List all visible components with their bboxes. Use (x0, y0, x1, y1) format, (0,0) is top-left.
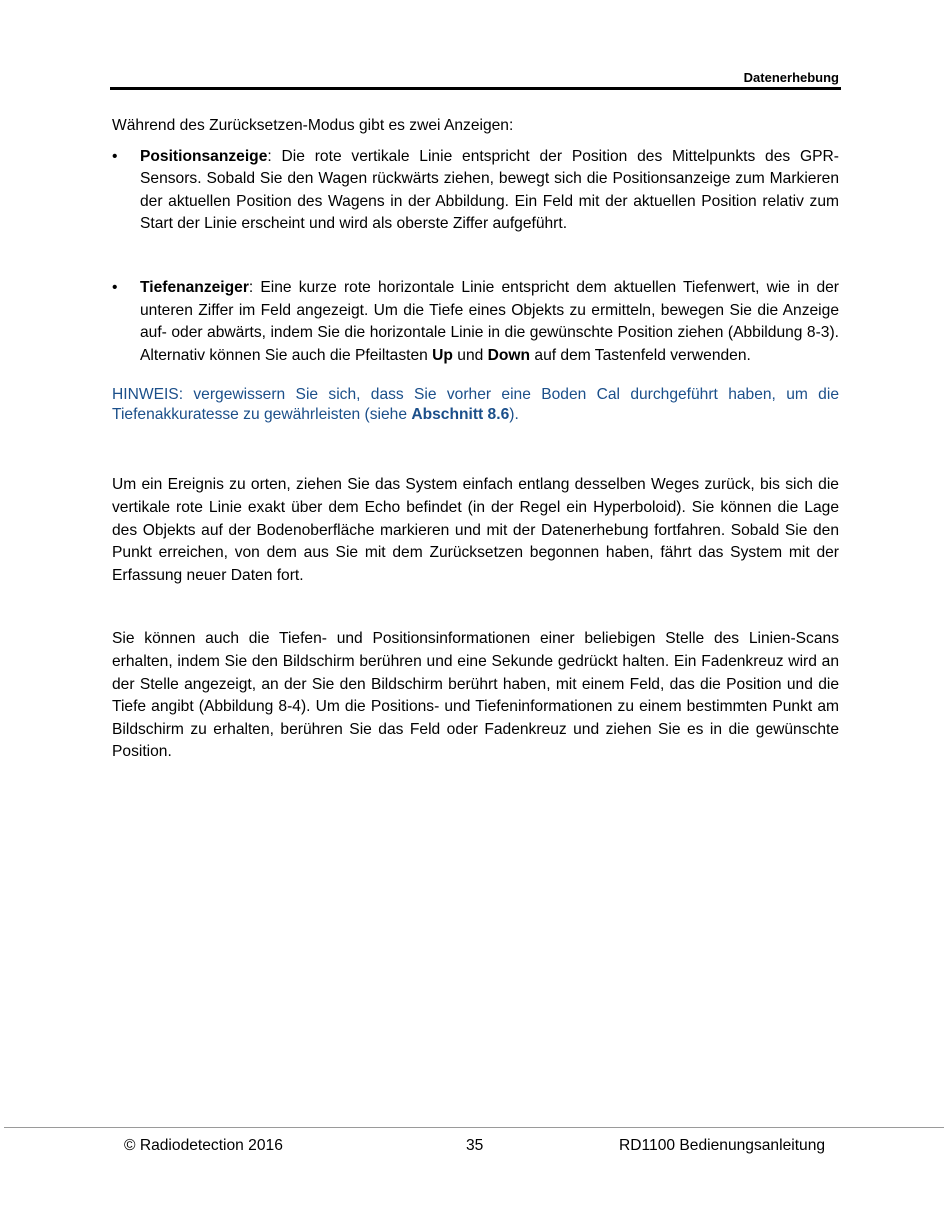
note-suffix: ). (509, 406, 519, 424)
item-description: : Eine kurze rote horizontale Linie entspricht dem aktuellen Tiefenwert, wie in der unteren Ziffer im Feld angezeigt. Um die Tiefe eines Objekts zu ermitteln, bewegen Sie die Anzeige auf- oder abwärts, indem Sie die horizontale Linie in die gewünschte Position ziehen (Abbildung 8-3). Alternativ können Sie auch die Pfeiltasten (140, 278, 839, 364)
list-item (112, 146, 839, 236)
footer-doc-title: RD1100 Bedienungsanleitung (619, 1137, 826, 1154)
note-text: HINWEIS: vergewissern Sie sich, dass Sie vorher eine Boden Cal durchgeführt haben, um die Tiefenakkuratesse zu gewährleisten (siehe (112, 386, 839, 424)
page-number: 35 (466, 1137, 484, 1154)
indicator-list (112, 146, 839, 368)
body-paragraph: Sie können auch die Tiefen- und Positionsinformationen einer beliebigen Stelle des Linien-Scans erhalten, indem Sie den Bildschirm berühren und eine Sekunde gedrückt halten. Ein Fadenkreuz wird an der Stelle angezeigt, an der Sie den Bildschirm berührt haben, mit einem Feld, das die Position und die Tiefe angibt (Abbildung 8-4). Um die Positions- und Tiefeninformationen zu einem bestimmten Punkt am Bildschirm zu erhalten, berühren Sie das Feld oder Fadenkreuz und ziehen Sie es in die gewünschte Position. (112, 630, 839, 761)
page-header (110, 68, 841, 90)
bullet-marker: • (112, 278, 118, 296)
item-description-connector: und (452, 346, 488, 364)
bullet-marker: • (112, 147, 118, 165)
body-paragraph: Um ein Ereignis zu orten, ziehen Sie das System einfach entlang desselben Weges zurück, bis sich die vertikale rote Linie exakt über dem Echo befindet (in der Regel ein Hyperboloid). Sie können die Lage des Objekts auf der Bodenoberfläche markieren und mit der Datenerhebung fortfahren. Sobald Sie den Punkt erreichen, von dem aus Sie mit dem Zurücksetzen begonnen haben, fährt das System mit der Erfassung neuer Daten fort. (112, 476, 839, 584)
section-link[interactable]: Abschnitt 8.6 (411, 406, 510, 424)
footer-divider (4, 1127, 944, 1128)
term-depth-indicator: Tiefenanzeiger (140, 278, 249, 296)
intro-paragraph: Während des Zurücksetzen-Modus gibt es zwei Anzeigen: (112, 117, 514, 134)
item-description-end: auf dem Tastenfeld verwenden. (530, 346, 751, 364)
key-down: Down (487, 346, 531, 364)
section-title: Datenerhebung (743, 70, 839, 85)
term-position-indicator: Positionsanzeige (140, 147, 268, 165)
page-content (112, 115, 839, 764)
list-item (112, 277, 839, 367)
item-description: : Die rote vertikale Linie entspricht der Position des Mittelpunkts des GPR-Sensors. Sobald Sie den Wagen rückwärts ziehen, bewegt sich die Positionsanzeige zum Markieren der aktuellen Position des Wagens in der Abbildung. Ein Feld mit der aktuellen Position relativ zum Start der Linie erscheint und wird als oberste Ziffer aufgeführt. (140, 147, 839, 233)
key-up: Up (432, 346, 453, 364)
footer-copyright: © Radiodetection 2016 (124, 1137, 283, 1154)
note-paragraph (112, 385, 839, 425)
